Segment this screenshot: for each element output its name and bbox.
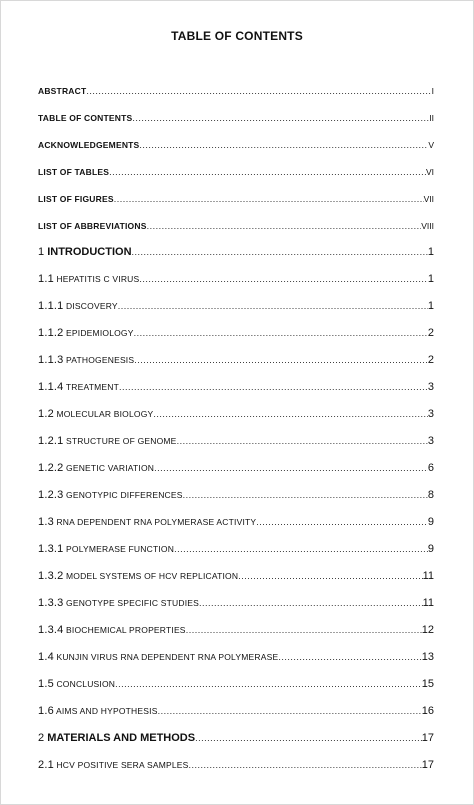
dot-leader bbox=[132, 247, 428, 257]
section-number: 1.2.2 bbox=[38, 462, 64, 474]
toc-section bbox=[38, 300, 434, 312]
section-number: 1.3.1 bbox=[38, 543, 64, 555]
section-number: 1.2.1 bbox=[38, 435, 64, 447]
toc-entry-page: 9 bbox=[427, 543, 434, 555]
toc-entry-page: VII bbox=[423, 194, 434, 204]
toc-entry bbox=[38, 86, 434, 96]
dot-leader bbox=[153, 409, 427, 419]
section-number: 1.1.3 bbox=[38, 354, 64, 366]
section-number: 1.3.2 bbox=[38, 570, 64, 582]
section-number: 1.1 bbox=[38, 273, 54, 285]
toc-entry-page: 8 bbox=[427, 489, 434, 501]
dot-leader bbox=[119, 382, 428, 392]
toc-entry-page: I bbox=[431, 86, 434, 96]
toc-entry-page: 16 bbox=[421, 705, 434, 717]
dot-leader bbox=[86, 86, 431, 96]
toc-entry bbox=[38, 194, 434, 204]
chapter-title: INTRODUCTION bbox=[47, 246, 132, 258]
dot-leader bbox=[115, 679, 422, 689]
toc-entry-page: 12 bbox=[421, 624, 434, 636]
toc-entry-label: ACKNOWLEDGEMENTS bbox=[38, 140, 140, 150]
dot-leader bbox=[114, 194, 424, 204]
toc-section bbox=[38, 381, 434, 393]
toc-entry-page: 1 bbox=[427, 246, 434, 258]
section-title: AIMS AND HYPOTHESIS bbox=[56, 706, 158, 716]
toc-entry-page: 1 bbox=[427, 273, 434, 285]
section-number: 1.5 bbox=[38, 678, 54, 690]
chapter-number: 1 bbox=[38, 246, 45, 258]
section-title: TREATMENT bbox=[65, 382, 120, 392]
toc-section bbox=[38, 705, 434, 717]
toc-section bbox=[38, 597, 434, 609]
section-title: HCV POSITIVE SERA SAMPLES bbox=[56, 760, 189, 770]
dot-leader bbox=[139, 140, 428, 150]
toc-entry bbox=[38, 221, 434, 231]
section-number: 2.1 bbox=[38, 759, 54, 771]
dot-leader bbox=[109, 167, 426, 177]
toc-section bbox=[38, 462, 434, 474]
toc-entry bbox=[38, 140, 434, 150]
dot-leader bbox=[199, 598, 423, 608]
section-title: POLYMERASE FUNCTION bbox=[66, 544, 175, 554]
toc-section bbox=[38, 759, 434, 771]
section-title: CONCLUSION bbox=[56, 679, 116, 689]
section-title: EPIDEMIOLOGY bbox=[66, 328, 134, 338]
dot-leader bbox=[118, 301, 428, 311]
toc-section bbox=[38, 435, 434, 447]
section-number: 1.1.1 bbox=[38, 300, 64, 312]
section-title: BIOCHEMICAL PROPERTIES bbox=[66, 625, 186, 635]
section-title: DISCOVERY bbox=[66, 301, 118, 311]
section-title: MOLECULAR BIOLOGY bbox=[56, 409, 154, 419]
chapter-number: 2 bbox=[38, 732, 45, 744]
toc-section bbox=[38, 354, 434, 366]
section-number: 1.3.3 bbox=[38, 597, 64, 609]
toc-section bbox=[38, 489, 434, 501]
section-title: HEPATITIS C VIRUS bbox=[56, 274, 140, 284]
toc-entry-page: 17 bbox=[421, 732, 434, 744]
dot-leader bbox=[134, 328, 428, 338]
dot-leader bbox=[177, 436, 428, 446]
dot-leader bbox=[186, 625, 422, 635]
section-title: STRUCTURE OF GENOME bbox=[66, 436, 177, 446]
section-title: MODEL SYSTEMS OF HCV REPLICATION bbox=[66, 571, 239, 581]
section-number: 1.3.4 bbox=[38, 624, 64, 636]
dot-leader bbox=[183, 490, 428, 500]
toc-section bbox=[38, 516, 434, 528]
toc-entry-page: 17 bbox=[421, 759, 434, 771]
section-number: 1.2.3 bbox=[38, 489, 64, 501]
toc-entry-page: 3 bbox=[427, 435, 434, 447]
section-number: 1.6 bbox=[38, 705, 54, 717]
toc-entry-page: 13 bbox=[421, 651, 434, 663]
toc-entry-page: 9 bbox=[427, 516, 434, 528]
toc-entry-page: 15 bbox=[421, 678, 434, 690]
toc-section bbox=[38, 408, 434, 420]
dot-leader bbox=[238, 571, 422, 581]
toc-entry-page: 2 bbox=[427, 327, 434, 339]
section-title: RNA DEPENDENT RNA POLYMERASE ACTIVITY bbox=[56, 517, 257, 527]
dot-leader bbox=[147, 221, 422, 231]
section-title: KUNJIN VIRUS RNA DEPENDENT RNA POLYMERASE bbox=[56, 652, 279, 662]
dot-leader bbox=[154, 463, 428, 473]
toc-entry-label: ABSTRACT bbox=[38, 86, 87, 96]
toc-chapter bbox=[38, 732, 434, 744]
toc-section bbox=[38, 273, 434, 285]
toc-section bbox=[38, 327, 434, 339]
toc-section bbox=[38, 624, 434, 636]
dot-leader bbox=[195, 733, 422, 743]
section-number: 1.4 bbox=[38, 651, 54, 663]
toc-entry-page: VI bbox=[425, 167, 434, 177]
dot-leader bbox=[256, 517, 428, 527]
dot-leader bbox=[189, 760, 422, 770]
section-number: 1.1.4 bbox=[38, 381, 64, 393]
dot-leader bbox=[174, 544, 428, 554]
toc-entry bbox=[38, 113, 434, 123]
toc-entry-page: 3 bbox=[427, 408, 434, 420]
toc-section bbox=[38, 678, 434, 690]
toc-entry bbox=[38, 167, 434, 177]
section-number: 1.3 bbox=[38, 516, 54, 528]
toc-section bbox=[38, 543, 434, 555]
toc-entry-page: V bbox=[428, 140, 434, 150]
toc-entry-page: 3 bbox=[427, 381, 434, 393]
chapter-title: MATERIALS AND METHODS bbox=[47, 732, 196, 744]
toc-entry-page: 11 bbox=[422, 570, 434, 582]
toc-entry-label: LIST OF ABBREVIATIONS bbox=[38, 221, 147, 231]
toc-section bbox=[38, 570, 434, 582]
toc-entry-page: 6 bbox=[427, 462, 434, 474]
toc-entry-label: TABLE OF CONTENTS bbox=[38, 113, 133, 123]
dot-leader bbox=[134, 355, 428, 365]
dot-leader bbox=[132, 113, 429, 123]
section-title: PATHOGENESIS bbox=[66, 355, 135, 365]
toc-entry-page: 1 bbox=[427, 300, 434, 312]
section-number: 1.2 bbox=[38, 408, 54, 420]
dot-leader bbox=[278, 652, 421, 662]
toc-entry-label: LIST OF TABLES bbox=[38, 167, 110, 177]
toc-chapter bbox=[38, 246, 434, 258]
toc-entry-label: LIST OF FIGURES bbox=[38, 194, 114, 204]
section-title: GENETIC VARIATION bbox=[66, 463, 155, 473]
dot-leader bbox=[139, 274, 428, 284]
section-title: GENOTYPIC DIFFERENCES bbox=[66, 490, 183, 500]
toc-entry-page: 2 bbox=[427, 354, 434, 366]
toc-section bbox=[38, 651, 434, 663]
toc-entry-page: 11 bbox=[422, 597, 434, 609]
section-title: GENOTYPE SPECIFIC STUDIES bbox=[66, 598, 200, 608]
section-number: 1.1.2 bbox=[38, 327, 64, 339]
dot-leader bbox=[158, 706, 422, 716]
toc-entry-page: II bbox=[429, 113, 434, 123]
toc-entry-page: VIII bbox=[421, 221, 434, 231]
page-title: TABLE OF CONTENTS bbox=[171, 29, 303, 43]
